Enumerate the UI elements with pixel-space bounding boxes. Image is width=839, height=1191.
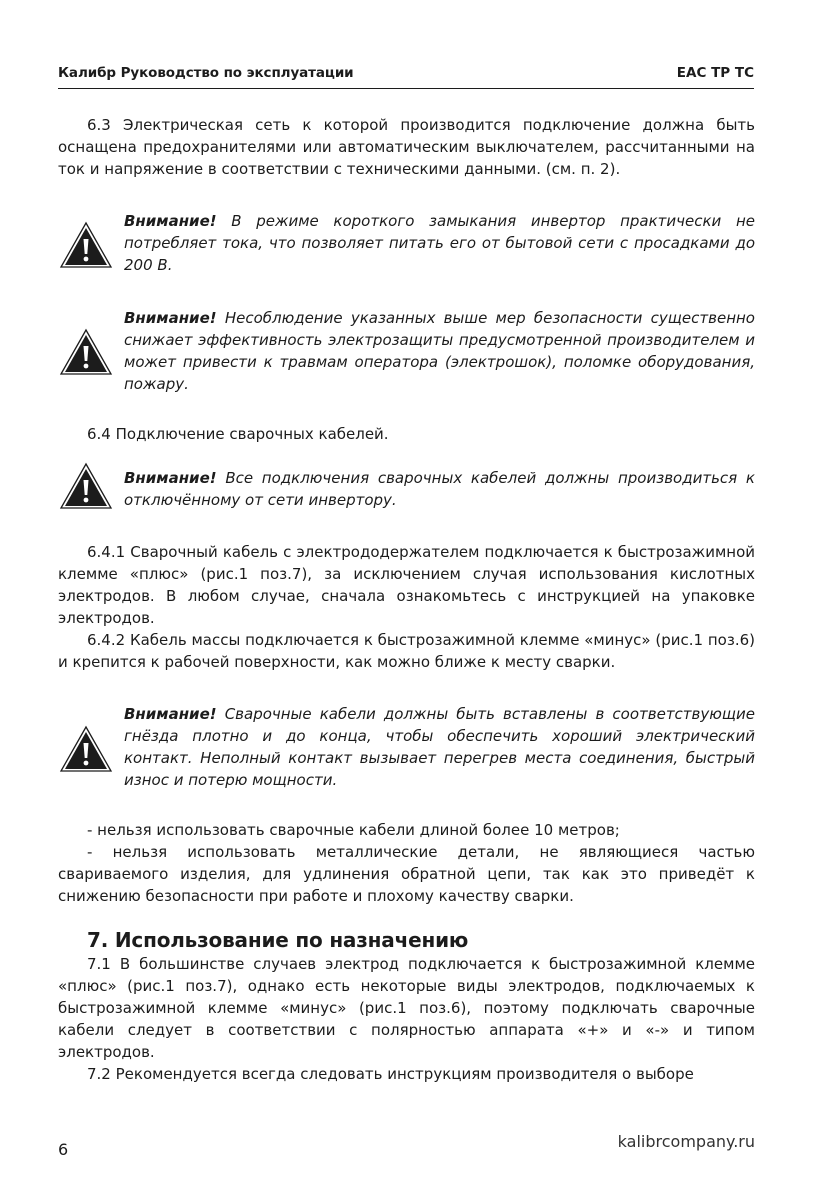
- bullet-cable-length: - нельзя использовать сварочные кабели длиной более 10 метров;: [87, 821, 620, 839]
- paragraph-7-2: 7.2 Рекомендуется всегда следовать инструкциям производителя о выборе: [87, 1065, 694, 1083]
- bullet-metal-parts: - нельзя использовать металлические детали, не являющиеся частью свариваемого изделия, для удлинения обратной цепи, так как это приведёт к снижению безопасности при работе и плохому качеству сварки.: [58, 843, 755, 905]
- paragraph-6-3: 6.3 Электрическая сеть к которой производится подключение должна быть оснащена предохранителями или автоматическим выключателем, рассчитанными на ток и напряжение в соответствии с техническими данными. (см. п. 2).: [58, 116, 755, 178]
- warning-triangle-icon: [58, 220, 114, 270]
- paragraph-6-4: 6.4 Подключение сварочных кабелей.: [87, 425, 389, 443]
- warning-1-text: [124, 210, 755, 276]
- header-title: Калибр Руководство по эксплуатации: [58, 65, 354, 81]
- warning-2-body: Несоблюдение указанных выше мер безопасности существенно снижает эффективность электрозащиты предусмотренной производителем и может привести к травмам оператора (электрошок), поломке оборудования, пожару.: [124, 309, 755, 393]
- warning-4-label: Внимание!: [124, 705, 217, 723]
- warning-2-text: [124, 307, 755, 395]
- paragraph-6-4-2: 6.4.2 Кабель массы подключается к быстрозажимной клемме «минус» (рис.1 поз.6) и крепится к рабочей поверхности, как можно ближе к месту сварки.: [58, 631, 755, 671]
- page-content: [58, 114, 755, 1085]
- warning-3-body: Все подключения сварочных кабелей должны производиться к отключённому от сети инвертору.: [124, 469, 755, 509]
- footer-website: kalibrcompany.ru: [617, 1132, 755, 1151]
- warning-3-label: Внимание!: [124, 469, 217, 487]
- warning-block-3: [58, 467, 755, 511]
- warning-block-1: [58, 210, 755, 276]
- warning-3-text: [124, 467, 755, 511]
- warning-1-body: В режиме короткого замыкания инвертор практически не потребляет тока, что позволяет питать его от бытовой сети с просадками до 200 В.: [124, 212, 755, 274]
- paragraph-7-1: 7.1 В большинстве случаев электрод подключается к быстрозажимной клемме «плюс» (рис.1 поз.7), однако есть некоторые виды электродов, подключаемых к быстрозажимной клемме «минус» (рис.1 поз.6), поэтому подключать сварочные кабели следует в соответствии с полярностью аппарата «+» и «-» и типом электродов.: [58, 955, 755, 1061]
- page-number: 6: [58, 1140, 69, 1159]
- warning-triangle-icon: [58, 327, 114, 377]
- section-7-heading: 7. Использование по назначению: [87, 928, 469, 952]
- page-header: [58, 56, 754, 89]
- paragraph-6-4-1: 6.4.1 Сварочный кабель с электрододержателем подключается к быстрозажимной клемме «плюс» (рис.1 поз.7), за исключением случая использования кислотных электродов. В любом случае, сначала ознакомьтесь с инструкцией на упаковке электродов.: [58, 543, 755, 627]
- warning-block-4: [58, 703, 755, 791]
- warning-block-2: [58, 307, 755, 395]
- warning-triangle-icon: [58, 461, 114, 511]
- warning-2-label: Внимание!: [124, 309, 217, 327]
- warning-4-body: Сварочные кабели должны быть вставлены в соответствующие гнёзда плотно и до конца, чтобы обеспечить хороший электрический контакт. Неполный контакт вызывает перегрев места соединения, быстрый износ и потерю мощности.: [124, 705, 755, 789]
- header-certification: ЕАС ТР ТС: [676, 65, 754, 81]
- warning-1-label: Внимание!: [124, 212, 217, 230]
- warning-triangle-icon: [58, 724, 114, 774]
- warning-4-text: [124, 703, 755, 791]
